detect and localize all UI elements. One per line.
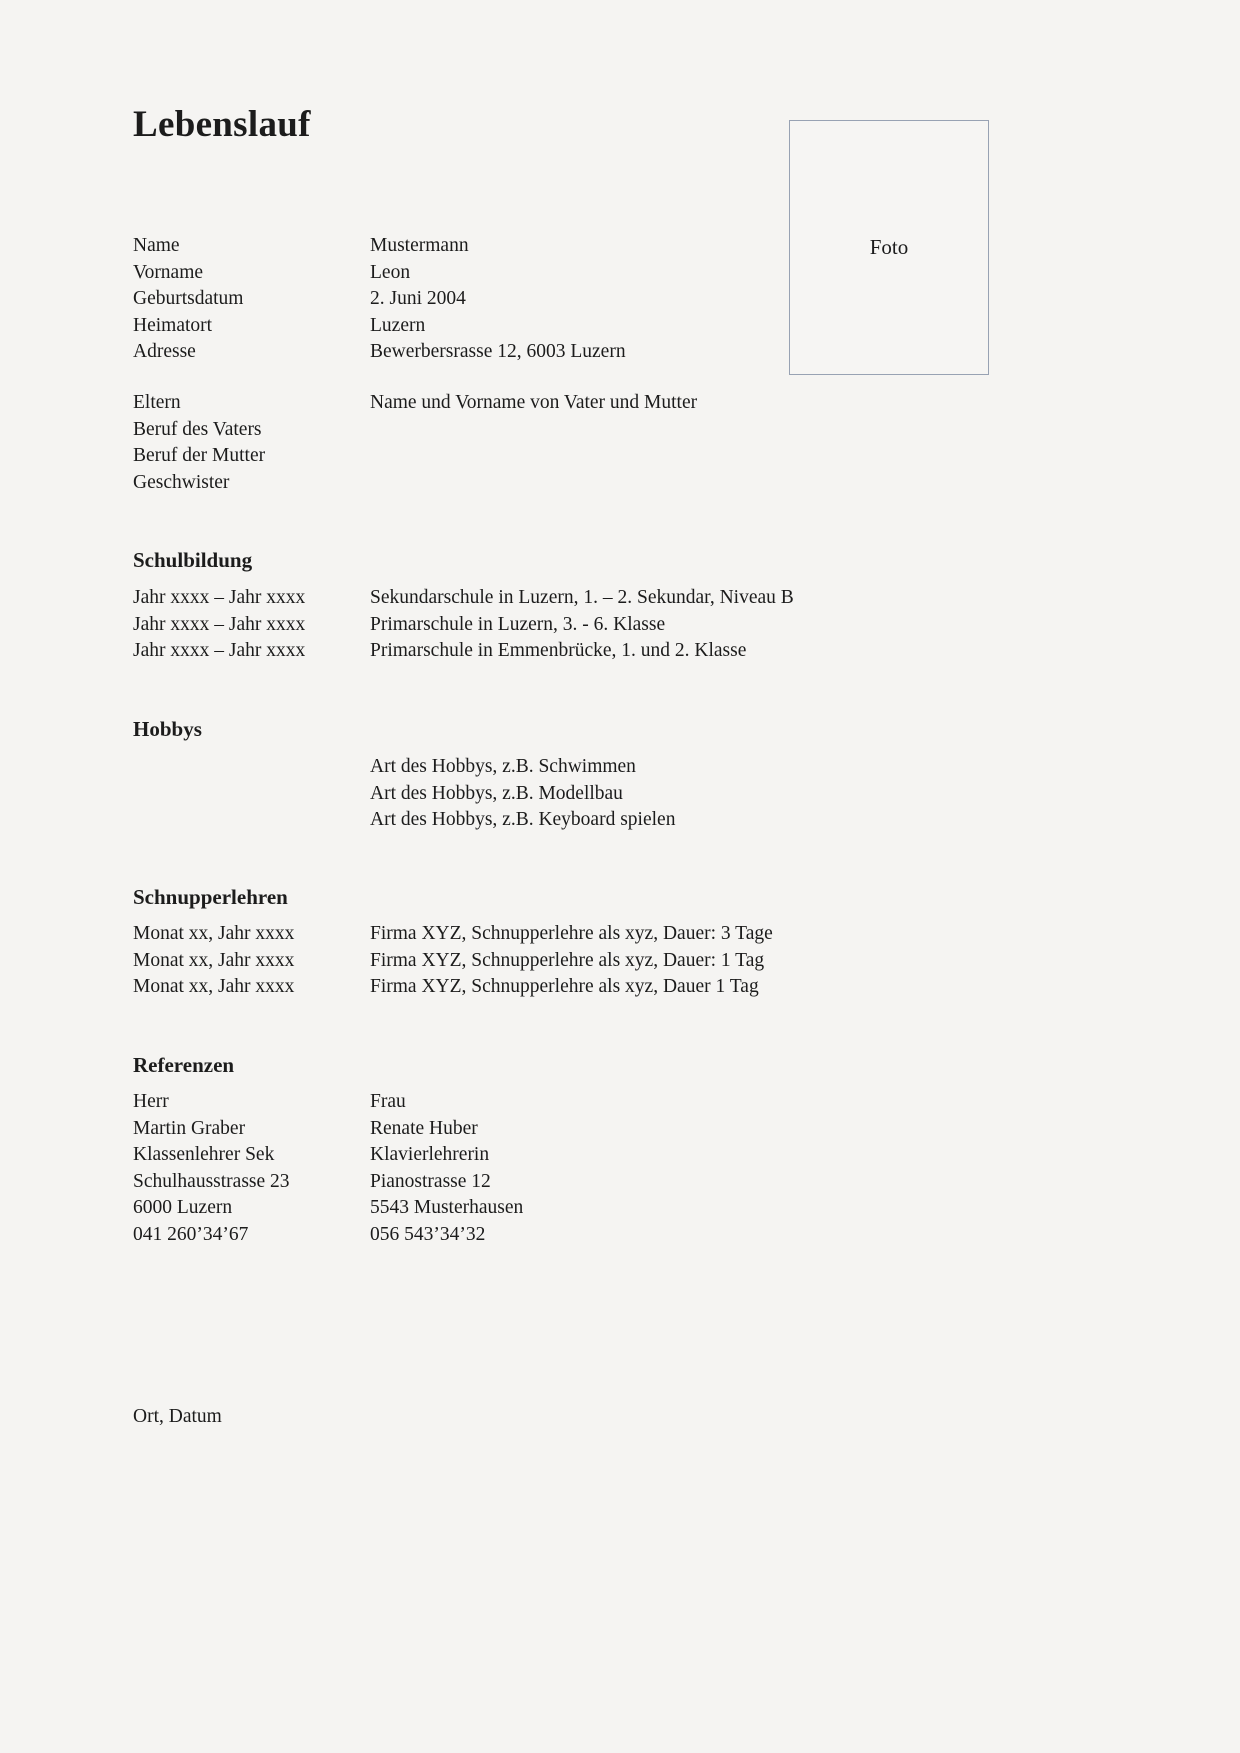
row-label: Name — [133, 235, 180, 256]
schnupperlehren-section — [133, 921, 1190, 1001]
row-label — [133, 754, 370, 781]
row-label: Geburtsdatum — [133, 288, 244, 310]
row-label: Jahr xxxx – Jahr xxxx — [133, 587, 306, 608]
row-label — [133, 807, 370, 834]
education-row — [133, 585, 1190, 612]
row-label: Jahr xxxx – Jahr xxxx — [133, 640, 306, 662]
reference-left: Martin Graber — [133, 1117, 246, 1139]
reference-left: Schulhausstrasse 23 — [133, 1170, 290, 1192]
hobby-row — [133, 781, 1190, 808]
row-value — [370, 443, 1190, 470]
row-value: Leon — [370, 261, 411, 283]
personal-info-section — [133, 233, 1190, 366]
row-value: Art des Hobbys, z.B. Schwimmen — [370, 756, 636, 777]
row-label: Beruf des Vaters — [133, 418, 262, 440]
row-label — [133, 781, 370, 808]
row-label: Monat xx, Jahr xxxx — [133, 949, 295, 971]
photo-label: Foto — [869, 235, 909, 259]
info-row — [133, 313, 1190, 340]
family-info-section — [133, 390, 1190, 496]
row-value: Luzern — [370, 314, 426, 336]
row-label: Geschwister — [133, 471, 230, 493]
info-row — [133, 443, 1190, 470]
row-value: Firma XYZ, Schnupperlehre als xyz, Dauer: 1 Tag — [370, 949, 765, 971]
referenzen-section — [133, 1089, 1190, 1249]
reference-row — [133, 1169, 1190, 1196]
reference-row — [133, 1089, 1190, 1116]
row-value: Firma XYZ, Schnupperlehre als xyz, Dauer: 3 Tage — [370, 923, 773, 944]
info-row — [133, 417, 1190, 444]
section-heading-schulbildung: Schulbildung — [133, 548, 253, 572]
reference-right: 056 543’34’32 — [370, 1223, 486, 1245]
row-value: Sekundarschule in Luzern, 1. – 2. Sekundar, Niveau B — [370, 587, 794, 608]
info-row — [133, 233, 1190, 260]
reference-right: Frau — [370, 1091, 406, 1112]
info-row — [133, 286, 1190, 313]
row-label: Monat xx, Jahr xxxx — [133, 976, 295, 998]
reference-left: Herr — [133, 1091, 169, 1112]
internship-row — [133, 948, 1190, 975]
reference-left: 6000 Luzern — [133, 1197, 233, 1219]
schulbildung-section — [133, 585, 1190, 665]
row-value: Primarschule in Emmenbrücke, 1. und 2. Klasse — [370, 640, 747, 662]
reference-left: 041 260’34’67 — [133, 1223, 249, 1245]
row-label: Beruf der Mutter — [133, 445, 266, 467]
place-date-line: Ort, Datum — [133, 1406, 222, 1427]
internship-row — [133, 921, 1190, 948]
info-row — [133, 260, 1190, 287]
reference-right: Klavierlehrerin — [370, 1144, 490, 1166]
reference-right: 5543 Musterhausen — [370, 1197, 524, 1219]
row-value: Name und Vorname von Vater und Mutter — [370, 392, 698, 413]
section-heading-schnupperlehren: Schnupperlehren — [133, 885, 288, 909]
section-heading-referenzen: Referenzen — [133, 1053, 235, 1077]
reference-row — [133, 1195, 1190, 1222]
hobbys-section — [133, 754, 1190, 834]
internship-row — [133, 974, 1190, 1001]
info-row — [133, 470, 1190, 497]
row-label: Jahr xxxx – Jahr xxxx — [133, 613, 306, 635]
reference-row — [133, 1222, 1190, 1249]
section-heading-hobbys: Hobbys — [133, 717, 202, 741]
row-value: Art des Hobbys, z.B. Modellbau — [370, 782, 623, 804]
row-value: Bewerbersrasse 12, 6003 Luzern — [370, 341, 626, 363]
row-label: Heimatort — [133, 314, 213, 336]
hobby-row — [133, 807, 1190, 834]
page-title: Lebenslauf — [133, 104, 311, 145]
hobby-row — [133, 754, 1190, 781]
row-value — [370, 417, 1190, 444]
reference-right: Renate Huber — [370, 1117, 478, 1139]
row-value: Art des Hobbys, z.B. Keyboard spielen — [370, 809, 676, 831]
reference-row — [133, 1142, 1190, 1169]
info-row — [133, 390, 1190, 417]
row-value: Mustermann — [370, 235, 469, 256]
row-label: Adresse — [133, 341, 196, 363]
reference-right: Pianostrasse 12 — [370, 1170, 491, 1192]
row-value: Firma XYZ, Schnupperlehre als xyz, Dauer 1 Tag — [370, 976, 759, 998]
education-row — [133, 612, 1190, 639]
reference-left: Klassenlehrer Sek — [133, 1144, 275, 1166]
row-value: 2. Juni 2004 — [370, 288, 466, 310]
info-row — [133, 339, 1190, 366]
row-value — [370, 470, 1190, 497]
row-value: Primarschule in Luzern, 3. - 6. Klasse — [370, 613, 666, 635]
education-row — [133, 638, 1190, 665]
row-label: Vorname — [133, 261, 204, 283]
row-label: Eltern — [133, 392, 181, 413]
row-label: Monat xx, Jahr xxxx — [133, 923, 295, 944]
reference-row — [133, 1116, 1190, 1143]
